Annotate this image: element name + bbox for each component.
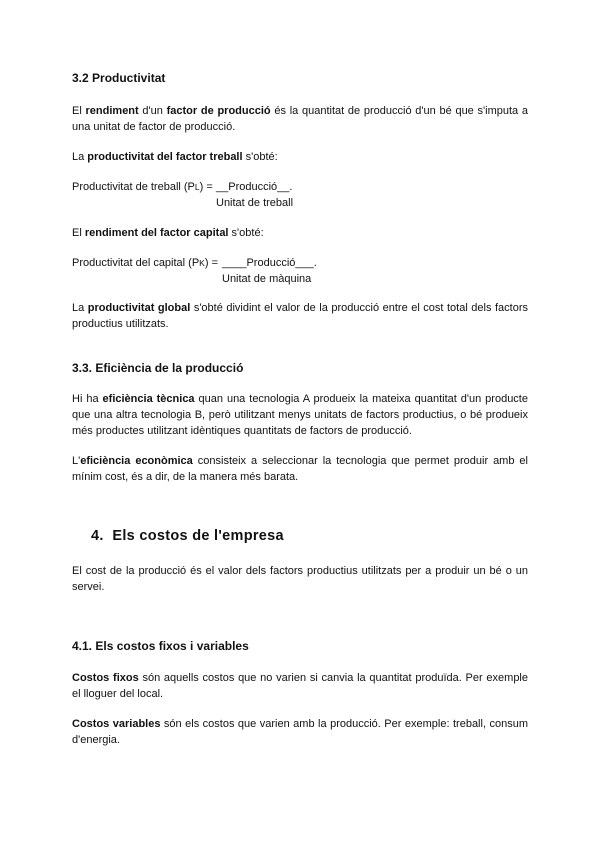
text-run: s'obté dividint el valor de la producció entre el cost total dels factors productius utilitzats. <box>72 302 529 330</box>
text-run: quan una tecnologia A produeix la mateixa quantitat d'un producte que una altra tecnologia B, però utilitzant menys unitats de factors productius, o bé produeix més productes utilitzant idèntiques quantitats de factors de producció. <box>72 393 528 437</box>
formula-capital-label <box>72 255 218 271</box>
costos-variables-paragraph <box>72 716 528 748</box>
formula-treball-numerator: __Producció__. <box>216 181 293 193</box>
formula-treball-denominator: Unitat de treball <box>216 197 294 209</box>
bold-term: factor de producció <box>166 105 271 117</box>
text-run: ) = <box>199 181 213 193</box>
bold-term: productivitat del factor treball <box>87 151 243 163</box>
bold-term: eficiència tècnica <box>102 393 195 405</box>
productivitat-treball-intro <box>72 149 278 165</box>
text-run: El <box>72 227 85 239</box>
text-run: és la quantitat de producció d'un bé que s'imputa a una unitat de factor de producció. <box>72 105 528 133</box>
text-run: són els costos que varien amb la producció. Per exemple: treball, consum d'energia. <box>72 718 528 746</box>
formula-treball-label <box>72 179 213 195</box>
text-run: El <box>72 105 86 117</box>
text-run: ) = <box>204 257 218 269</box>
text-run: Productivitat del capital (P <box>72 257 200 269</box>
text-run: són aquells costos que no varien si canvia la quantitat produïda. Per exemple el lloguer del local. <box>72 672 528 700</box>
formula-capital-denominator: Unitat de màquina <box>222 273 312 285</box>
eficiencia-tecnica-paragraph <box>72 391 528 439</box>
section-4-heading: 4. Els costos de l'empresa <box>91 528 284 544</box>
formula-capital-numerator: ____Producció___. <box>222 257 317 269</box>
bold-term: rendiment <box>85 105 139 117</box>
bold-term: eficiència econòmica <box>80 455 193 467</box>
rendiment-capital-intro <box>72 225 264 241</box>
text-run: consisteix a seleccionar la tecnologia que permet produir amb el mínim cost, és a dir, de la manera més barata. <box>72 455 528 483</box>
subscript: K <box>199 258 205 268</box>
section-4-1-heading: 4.1. Els costos fixos i variables <box>72 639 249 653</box>
text-run: s'obté: <box>228 227 264 239</box>
cost-produccio-paragraph: El cost de la producció és el valor dels factors productius utilitzats per a produir un bé o un servei. <box>72 565 528 593</box>
section-3-2-heading: 3.2 Productivitat <box>72 71 166 85</box>
productivitat-global-paragraph <box>72 300 528 332</box>
text-run: Productivitat de treball (P <box>72 181 195 193</box>
rendiment-paragraph <box>72 103 528 135</box>
bold-term: productivitat global <box>87 302 191 314</box>
text-run: L' <box>72 455 81 467</box>
text-run: La <box>72 151 88 163</box>
subscript: L <box>194 182 200 192</box>
section-3-3-heading: 3.3. Eficiència de la producció <box>72 361 244 375</box>
bold-term: Costos variables <box>72 718 161 730</box>
bold-term: Costos fixos <box>72 672 139 684</box>
costos-fixos-paragraph <box>72 670 528 702</box>
text-run: La <box>72 302 88 314</box>
text-run: s'obté: <box>242 151 278 163</box>
text-run: Hi ha <box>72 393 103 405</box>
eficiencia-economica-paragraph <box>72 453 528 485</box>
bold-term: rendiment del factor capital <box>84 227 229 239</box>
text-run: d'un <box>138 105 167 117</box>
